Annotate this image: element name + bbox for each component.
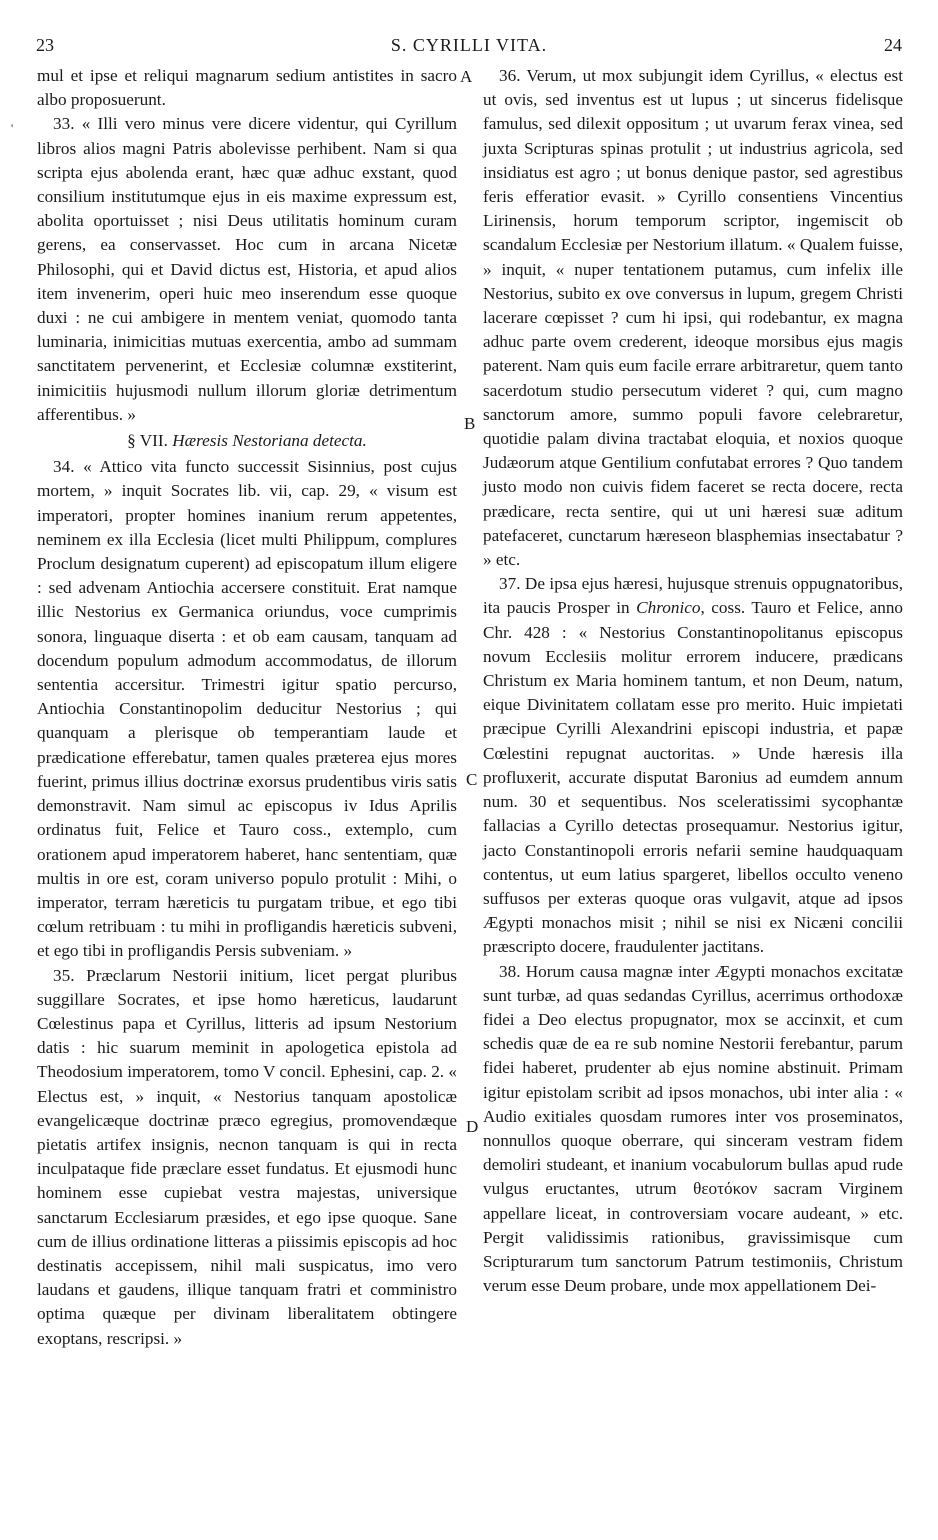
margin-letter-c: C	[466, 770, 478, 789]
section-title: Hæresis Nestoriana detecta.	[172, 431, 367, 451]
page-number-right: 24	[884, 35, 902, 55]
chronico-title: Chronico	[636, 598, 701, 618]
section-number: § VII.	[127, 431, 168, 451]
right-column	[483, 64, 903, 1298]
stray-mark: '	[11, 121, 14, 135]
margin-letter-b: B	[464, 414, 476, 433]
paragraph-continuation: mul et ipse et reliqui magnarum sedium antistites in sacro albo proposuerunt.	[37, 66, 457, 110]
paragraph-33: 33. « Illi vero minus vere dicere videntur, qui Cyrillum libros alios magni Patris abolevisse perhibent. Nam si qua scripta ejus abolenda erant, hæc quæ adhuc exstant, quod consilium institutumque ejus in eis maxime expressum est, abolita oportuisset ; nisi Deus utilitatis hominum curam gerens, ea conservasset. Hoc cum in arcana Nicetæ Philosophi, qui et David dictus est, Historia, et apud alios item invenerim, operi huic meo inserendum esse quoque duxi : ne cui ambigere in mentem veniat, quomodo tanta luminaria, inimicitias mutuas exercentia, ambo ad summam sanctitatem pervenerint, et Ecclesiæ columnæ exstiterint, inimicitiis hujusmodi nullum illorum gloriæ detrimentum afferentibus. »	[37, 114, 457, 424]
paragraph-36: 36. Verum, ut mox subjungit idem Cyrillus, « electus est ut ovis, sed inventus est ut lupus ; ut sincerus fidelisque famulus, sed dilexit oppositum ; ut uvarum ferax vinea, sed juxta Scripturas spinas protulit ; ut industrius agricola, sed insidiatus est agro ; ut bonus denique pastor, sed agrestibus feris efferatior evasit. » Cyrillo consentiens Vincentius Lirinensis, horum temporum scriptor, ingemiscit ob scandalum Ecclesiæ per Nestorium illatum. « Qualem fuisse, » inquit, « nuper tentationem putamus, cum infelix ille Nestorius, subito ex ove conversus in lupum, gregem Christi lacerare cœpisset ? cum hi ipsi, qui rodebantur, ex magna adhuc parte ovem crederent, ideoque morsibus ejus magis paterent. Nam quis eum facile errare arbitraretur, quem tanto sacerdotum studio persecutum videret ? qui, cum magno sanctorum amore, summo populi favore celebraretur, quotidie palam divina tractabat eloquia, et noxios quoque Judæorum atque Gentilium confutabat errores ? Quo tandem justo modo non cuivis fidem faceret se recta docere, recta prædicare, recta sentire, qui ut uni hæresi suæ aditum patefaceret, cunctarum hæreseon blasphemias insectabatur ? » etc.	[483, 66, 903, 570]
left-column	[37, 64, 457, 1351]
page-number-left: 23	[36, 35, 54, 55]
paragraph-34: 34. « Attico vita functo successit Sisinnius, post cujus mortem, » inquit Socrates lib. vii, cap. 29, « visum est imperatori, propter homines inanium rerum appetentes, neminem ex illa Ecclesia (licet multi Philippum, complures Proclum designatum cuperent) ad episcopatum illum eligere : sed advenam Antiochia accersere constituit. Erat namque illic Nestorius ex Germanica oriundus, voce cumprimis sonora, linguaque diserta : et ob eam causam, tanquam ad docendum populum admodum accommodatus, de illorum sententia accersitur. Trimestri igitur spatio percurso, Antiochia Constantinopolim deducitur Nestorius ; qui quanquam a plerisque ob temperantiam laude et prædicatione efferebatur, tamen quales præterea ejus mores fuerint, primus illius doctrinæ exorsus prudentibus viris satis demonstravit. Nam simul ac episcopus iv Idus Aprilis ordinatus fuit, Felice et Tauro coss., extemplo, cum orationem apud imperatorem haberet, hanc sententiam, quæ multis in ore est, coram universo populo protulit : Mihi, o imperator, terram hæreticis tu purgatam tribue, et ego tibi cœlum retribuam : tu mihi in profligandis hæreticis subveni, et ego tibi in profligandis Persis subveniam. »	[37, 457, 457, 961]
page-header	[36, 35, 902, 55]
section-heading	[37, 429, 457, 453]
paragraph-35: 35. Præclarum Nestorii initium, licet pergat pluribus suggillare Socrates, et ipse homo hæreticus, laudarunt Cœlestinus papa et Cyrillus, litteris ad ipsum Nestorium datis : hic suarum meminit in apologetica epistola ad Theodosium imperatorem, tomo V concil. Ephesini, cap. 2. « Electus est, » inquit, « Nestorius tanquam apostolicæ evangelicæque doctrinæ præco egregius, promovendæque pietatis artifex insignis, necnon tanquam is qui in recta inculpataque fide præclare esset fundatus. Et ejusmodi hunc hominem esse cupiebat vestra majestas, universique sanctarum Ecclesiarum præsides, et ego ipse quoque. Sane cum de illius ordinatione litteras a piissimis episcopis ad hoc destinatis accepissem, nihil mali suspicatus, imo vero laudans et gaudens, illique tanquam fratri et comministro optima quæque per divinam liberalitatem obtingere exoptans, rescripsi. »	[37, 965, 457, 1348]
paragraph-37-part-1: 37. De ipsa ejus hæresi, hujusque strenuis oppugnatoribus, ita paucis Prosper in	[483, 574, 903, 618]
margin-letter-d: D	[466, 1117, 479, 1136]
paragraph-37-part-2: , coss. Tauro et Felice, anno Chr. 428 : « Nestorius Constantinopolitanus episcopus novum Ecclesiis molitur errorem inducere, prædicans Christum ex Maria hominem tantum, et non Deum, natum, eique Divinitatem collatam esse pro merito. Huic impietati præcipue Cyrilli Alexandrini episcopi industria, et papæ Cœlestini repugnat auctoritas. » Unde hæresis illa profluxerit, accurate disputat Baronius ad eumdem annum num. 30 et sequentibus. Nos sceleratissimi sycophantæ fallacias a Cyrillo detectas prosequamur. Nestorius igitur, jacto Constantinopoli erroris nefarii semine haudquaquam contentus, ut eum latius spargeret, libellos occulto veneno suffusos per exteras quoque oras vulgavit, atque ad ipsos Ægypti monachos misit ; nihil se nisi ex Nicæni concilii præscripto docere, fraudulenter jactitans.	[483, 598, 904, 957]
paragraph-37	[483, 572, 903, 959]
running-title: S. CYRILLI VITA.	[390, 35, 548, 55]
paragraph-38: 38. Horum causa magnæ inter Ægypti monachos excitatæ sunt turbæ, ad quas sedandas Cyrillus, acerrimus orthodoxæ fidei a Deo electus propugnator, mox se accinxit, et cum schedis quæ de ea re sub nomine Nestorii ferebantur, parum fidei haberet, prudenter ab ejus nomine abstinuit. Primam igitur epistolam scribit ad ipsos monachos, ubi inter alia : « Audio exitiales quosdam rumores inter vos proseminatos, nonnullos quoque oberrare, qui sinceram vestram fidem demoliri studeant, et inanium vocabulorum bullas apud rude vulgus eructantes, utrum θεοτόκον sacram Virginem appellare liceat, in controversiam vocare audeant, » etc. Pergit validissimis rationibus, gravissimisque cum Scripturarum tum sanctorum Patrum testimoniis, Christum verum esse Deum probare, unde mox appellationem Dei-	[483, 961, 903, 1296]
margin-letter-a: A	[460, 67, 473, 86]
